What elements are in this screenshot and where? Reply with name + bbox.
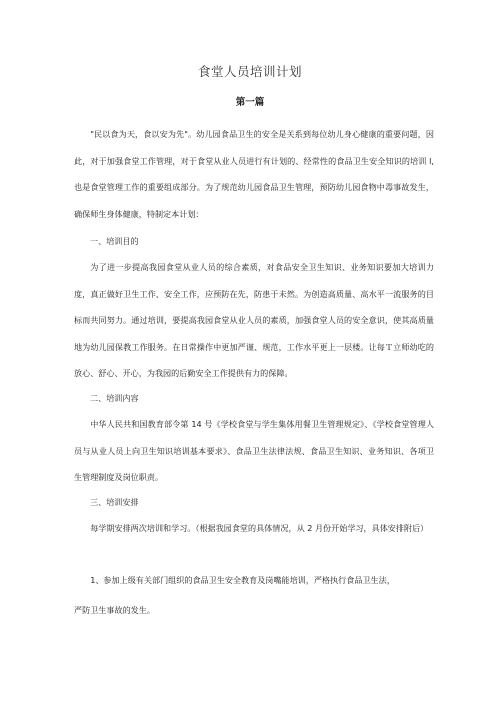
list-item-1-line1: 1、参加上级有关部门组织的食品卫生安全教育及岗嘴能培训，严格执行食品卫生法， [90,575,395,585]
section-text-content: 中华人民共和国教育部令第 14 号《学校食堂与学生集体用餐卫生管理规定》、《学校食堂管理人员与从业人员上向卫生知识培训基本要求》、食品卫生法律法规、食品卫生知识、业务知识、各项卫生管理制度及岗位职责。 [74,419,434,482]
document-subtitle: 第一篇 [235,97,265,108]
document-title: 食堂人员培训计划 [197,64,302,79]
intro-paragraph: "民以食为天，食以安为先"。幼儿园食品卫生的安全是关系到每位幼儿身心健康的重要问题，因此，对于加强食堂工作管理，对于食堂从业人员进行有计划的、经常性的食品卫生安全知识的培训 l,也是食堂管理工作的重要组成部分。为了规范幼儿园食品卫生管理，预防幼儿园食物中毒事故发生，确保师生身体健康，特制定本计划： [74,129,434,219]
section-text-purpose: 为了进一步提高我园食堂从业人员的综合素质，对食品安全卫生知识、业务知识要加大培训力度，真正做好卫生工作、安全工作，应预防在先，防患于未然。为创造高质量、高水平一流服务的目标而共同努力。通过培训，要提高我园食堂从业人员的素质，加强食堂人员的安全意识，使其高质量地为幼儿园保教工作服务。在日常操作中更加严谨、规范，工作水平更上一层楼。让每Ｔ立师幼吃的放心、舒心、开心，为我园的后勤安全工作提供有力的保障。 [74,262,434,378]
section-text-arrangement: 每学期安排两次培训和学习。（根据我园食堂的具体情况，从 2 月份开始学习，具体安排附后） [90,523,429,533]
section-heading-arrangement: 三、培训安排 [90,497,139,507]
section-heading-purpose: 一、培训目的 [90,236,139,246]
list-item-1-line2: 严防卫生事故的发生。 [74,605,155,615]
section-heading-content: 二、培训内容 [90,393,139,403]
